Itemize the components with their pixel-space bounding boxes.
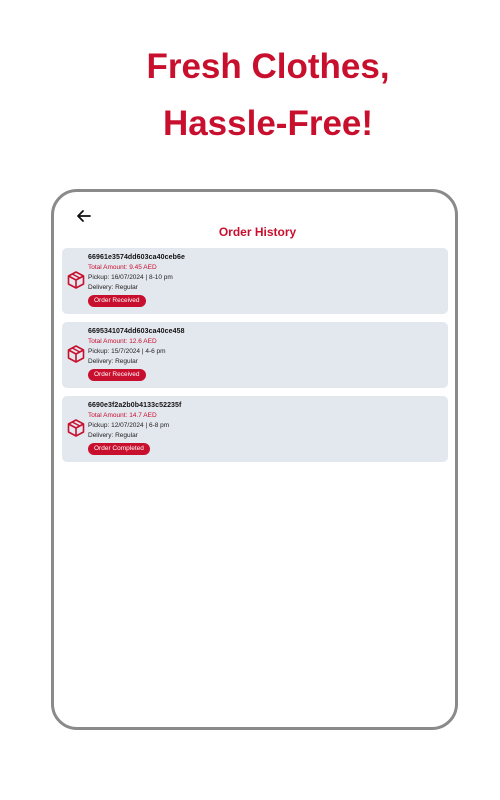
order-id: 6690e3f2a2b0b4133c52235f [88,402,182,409]
order-pickup: Pickup: 15/7/2024 | 4-6 pm [88,348,166,355]
order-pickup: Pickup: 16/07/2024 | 8-10 pm [88,274,173,281]
package-box-icon [66,418,86,438]
order-delivery: Delivery: Regular [88,432,138,439]
promo-headline [0,38,500,152]
arrow-left-icon[interactable] [74,206,94,226]
order-id: 6695341074dd603ca40ce458 [88,328,185,335]
page-title: Order History [218,225,297,239]
order-pickup: Pickup: 12/07/2024 | 6-8 pm [88,422,170,429]
status-badge[interactable]: Order Completed [88,443,150,455]
promo-headline-line2: Hassle-Free! [162,104,374,143]
order-list [62,248,448,470]
order-card[interactable] [62,396,448,462]
order-delivery: Delivery: Regular [88,284,138,291]
order-id: 66961e3574dd603ca40ceb6e [88,254,185,261]
status-badge[interactable]: Order Received [88,295,146,307]
status-badge[interactable]: Order Received [88,369,146,381]
order-amount: Total Amount: 14.7 AED [88,412,157,419]
order-card[interactable] [62,322,448,388]
order-info [88,327,185,367]
package-box-icon [66,270,86,290]
order-amount: Total Amount: 12.6 AED [88,338,157,345]
device-frame [51,189,458,730]
order-amount: Total Amount: 9.45 AED [88,264,157,271]
order-delivery: Delivery: Regular [88,358,138,365]
order-info [88,253,185,293]
package-box-icon [66,344,86,364]
order-info [88,401,181,441]
order-card[interactable] [62,248,448,314]
promo-headline-line1: Fresh Clothes, [146,47,390,86]
